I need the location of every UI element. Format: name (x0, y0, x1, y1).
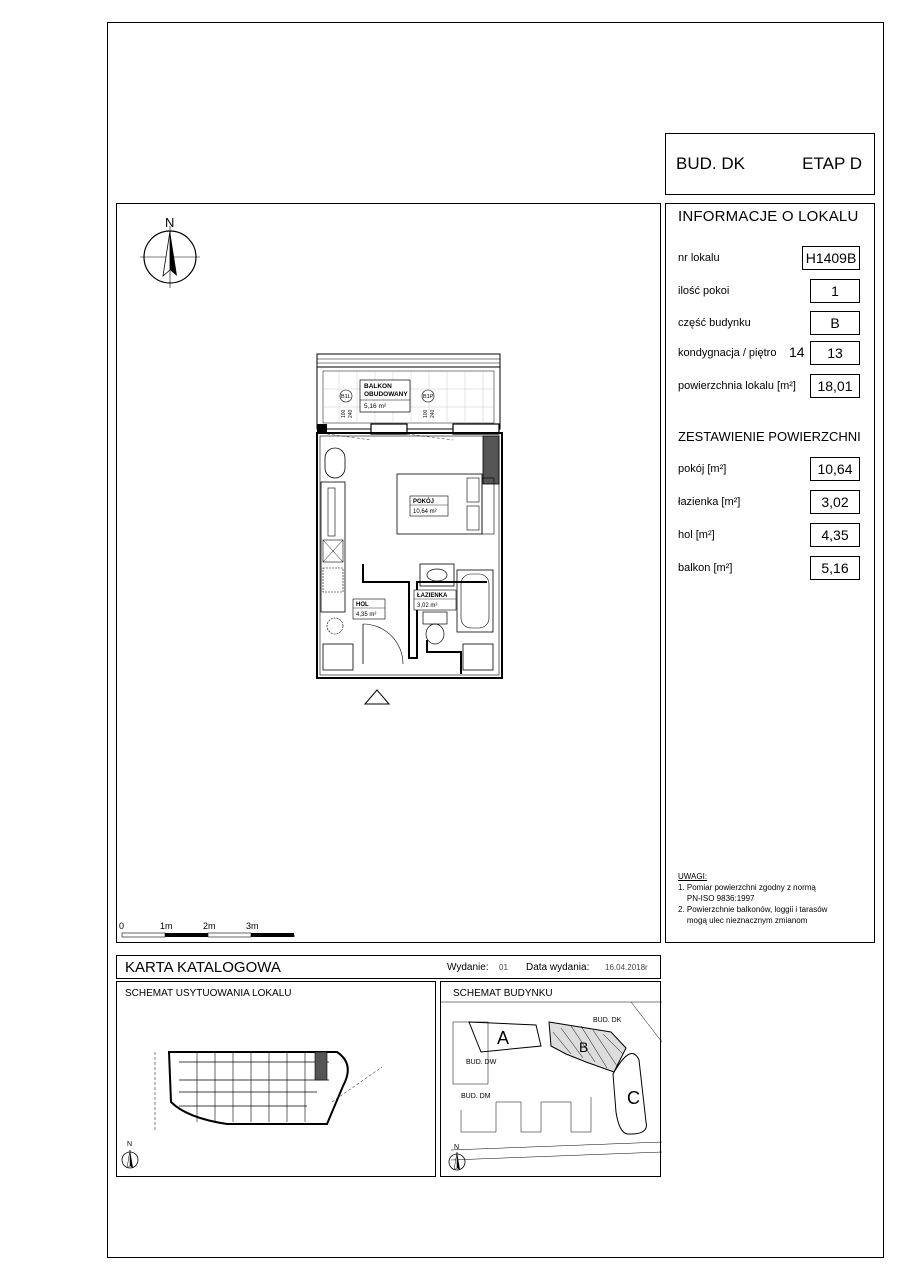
row-label-czesc-budynku: część budynku (678, 317, 751, 329)
plan-panel (116, 203, 661, 943)
floor-plan (117, 204, 662, 944)
window-right-dim-a: 100 (423, 409, 429, 418)
date-label: Data wydania: (526, 962, 590, 973)
building-label: BUD. DK (676, 154, 745, 173)
part-a-label: A (497, 1028, 510, 1048)
areas-title: ZESTAWIENIE POWIERZCHNI (678, 429, 861, 444)
row-value-czesc-budynku: B (810, 311, 860, 335)
area-label-lazienka: łazienka [m²] (678, 496, 741, 508)
room-label-hol (353, 599, 385, 619)
location-schema-drawing (117, 982, 437, 1178)
building-schema-drawing (441, 982, 662, 1178)
row-value-powierzchnia: 18,01 (810, 374, 860, 398)
balcony-name: BALKON (364, 383, 392, 390)
note-line-3: 2. Powierzchnie balkonów, loggii i tarasów (678, 905, 828, 914)
building-schema-title: SCHEMAT BUDYNKU (453, 988, 553, 999)
lazienka-name: ŁAZIENKA (417, 593, 448, 599)
scale-2m: 2m (203, 921, 216, 931)
row-value-ilosc-pokoi: 1 (810, 279, 860, 303)
building-north-letter: N (454, 1144, 460, 1151)
north-arrow-icon (140, 215, 200, 288)
catalog-title: KARTA KATALOGOWA (125, 959, 281, 976)
window-left-dim-b: 240 (348, 409, 354, 418)
building-schema-panel (440, 981, 661, 1177)
part-b-label: B (579, 1039, 589, 1055)
info-title: INFORMACJE O LOKALU (678, 208, 859, 225)
bud-dk-label: BUD. DK (593, 1017, 622, 1024)
edition-value: 01 (499, 963, 508, 972)
building-north-icon (449, 1144, 465, 1170)
north-letter: N (165, 215, 175, 230)
window-right-dim-b: 240 (430, 409, 436, 418)
date-value: 16.04.2018r (605, 963, 648, 972)
row-extra-kondygnacja: 14 (789, 344, 805, 360)
area-label-hol: hol [m²] (678, 529, 715, 541)
footer-title-bar (116, 955, 661, 979)
bud-dm-label: BUD. DM (461, 1093, 491, 1100)
area-value-pokoj: 10,64 (810, 457, 860, 481)
note-line-4: mogą ulec nieznacznym zmianom (678, 916, 808, 925)
scale-1m: 1m (160, 921, 173, 931)
lazienka-area: 3,02 m² (417, 603, 438, 609)
row-label-kondygnacja: kondygnacja / piętro (678, 347, 777, 359)
entrance-triangle-icon (365, 690, 389, 704)
area-value-balkon: 5,16 (810, 556, 860, 580)
notes-title: UWAGI: (678, 872, 708, 881)
area-label-pokoj: pokój [m²] (678, 463, 727, 475)
note-line-2: PN-ISO 9836:1997 (678, 894, 755, 903)
location-north-letter: N (127, 1141, 133, 1148)
area-value-hol: 4,35 (810, 523, 860, 547)
location-north-icon (122, 1141, 138, 1168)
edition-label: Wydanie: (447, 962, 489, 973)
info-panel (665, 203, 875, 943)
area-value-lazienka: 3,02 (810, 490, 860, 514)
hol-area: 4,35 m² (356, 612, 377, 618)
header-box (665, 133, 875, 195)
scale-0: 0 (119, 921, 125, 931)
row-label-powierzchnia: powierzchnia lokalu [m²] (678, 380, 796, 392)
apartment-walls (317, 433, 502, 678)
bud-dw-label: BUD. DW (466, 1059, 497, 1066)
window-right-tag: B1P (423, 394, 434, 400)
pokoj-name: POKÓJ (413, 499, 435, 505)
row-label-ilosc-pokoi: ilość pokoi (678, 285, 730, 297)
balcony-name-2: OBUDOWANY (364, 391, 408, 398)
room-label-pokoj (410, 496, 448, 516)
scale-3m: 3m (246, 921, 259, 931)
row-label-nr-lokalu: nr lokalu (678, 252, 720, 264)
row-value-pietro: 13 (810, 341, 860, 365)
hol-name: HOL (356, 602, 369, 608)
location-schema-panel (116, 981, 436, 1177)
area-label-balkon: balkon [m²] (678, 562, 733, 574)
balcony-area: 5,16 m² (364, 403, 387, 410)
window-left-tag: B1L (341, 394, 351, 400)
note-line-1: 1. Pomiar powierzchni zgodny z normą (678, 883, 816, 892)
room-label-lazienka (414, 590, 456, 610)
window-left-dim-a: 100 (341, 409, 347, 418)
balcony (317, 354, 500, 440)
location-schema-title: SCHEMAT USYTUOWANIA LOKALU (125, 988, 292, 999)
row-value-nr-lokalu: H1409B (802, 246, 860, 270)
stage-label: ETAP D (802, 154, 862, 173)
scale-bar (119, 921, 295, 937)
pokoj-area: 10,64 m² (413, 509, 437, 515)
part-c-label: C (627, 1088, 640, 1108)
